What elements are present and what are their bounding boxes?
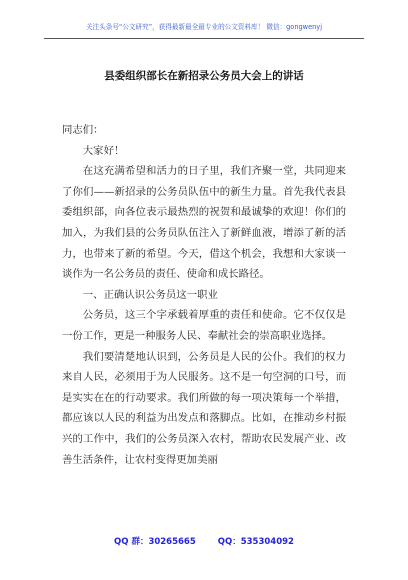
qq-group-contact: QQ 群：30265665 [114, 537, 196, 547]
paragraph-body: 公务员，这三个字承载着厚重的责任和使命。它不仅仅是一份工作，更是一种服务人民、奉献社会的崇高职业选择。 [62, 309, 346, 342]
paragraph-salutation: 同志们： [62, 124, 104, 136]
header-divider [44, 38, 364, 39]
page-footer [0, 535, 408, 547]
paragraph-body: 我们要清楚地认识到，公务员是人民的公仆。我们的权力来自人民，必须用于为人民服务。这不是一句空洞的口号，而是实实在在的行动要求。我们所做的每一项决策每一个举措，都应该以人民的利益为出发点和落脚点。比如，在推动乡村振兴的工作中，我们的公务员深入农村，帮助农民发展产业、改善生活条件，让农村变得更加美丽 [62, 350, 346, 466]
promo-banner-text: 关注头条号“公文研究”，获得最新最全最专业的公文资料库！ 微信：gongwenyj [85, 23, 323, 31]
paragraph-greeting: 大家好！ [82, 144, 125, 157]
qq-contact: QQ：535304092 [217, 537, 294, 547]
section-heading: 一、正确认识公务员这一职业 [82, 288, 218, 301]
paragraph-intro: 在这充满希望和活力的日子里，我们齐聚一堂，共同迎来了你们——新招录的公务员队伍中的新生力量。首先我代表县委组织部，向各位表示最热烈的祝贺和最诚挚的欢迎！你们的加入，为我们县的公务员队伍注入了新鲜血液，增添了新的活力，也带来了新的希望。今天，借这个机会，我想和大家谈一谈作为一名公务员的责任、使命和成长路径。 [62, 165, 346, 281]
document-title: 县委组织部长在新招录公务员大会上的讲话 [104, 70, 304, 82]
document-body [62, 120, 346, 470]
page-header [0, 0, 408, 42]
